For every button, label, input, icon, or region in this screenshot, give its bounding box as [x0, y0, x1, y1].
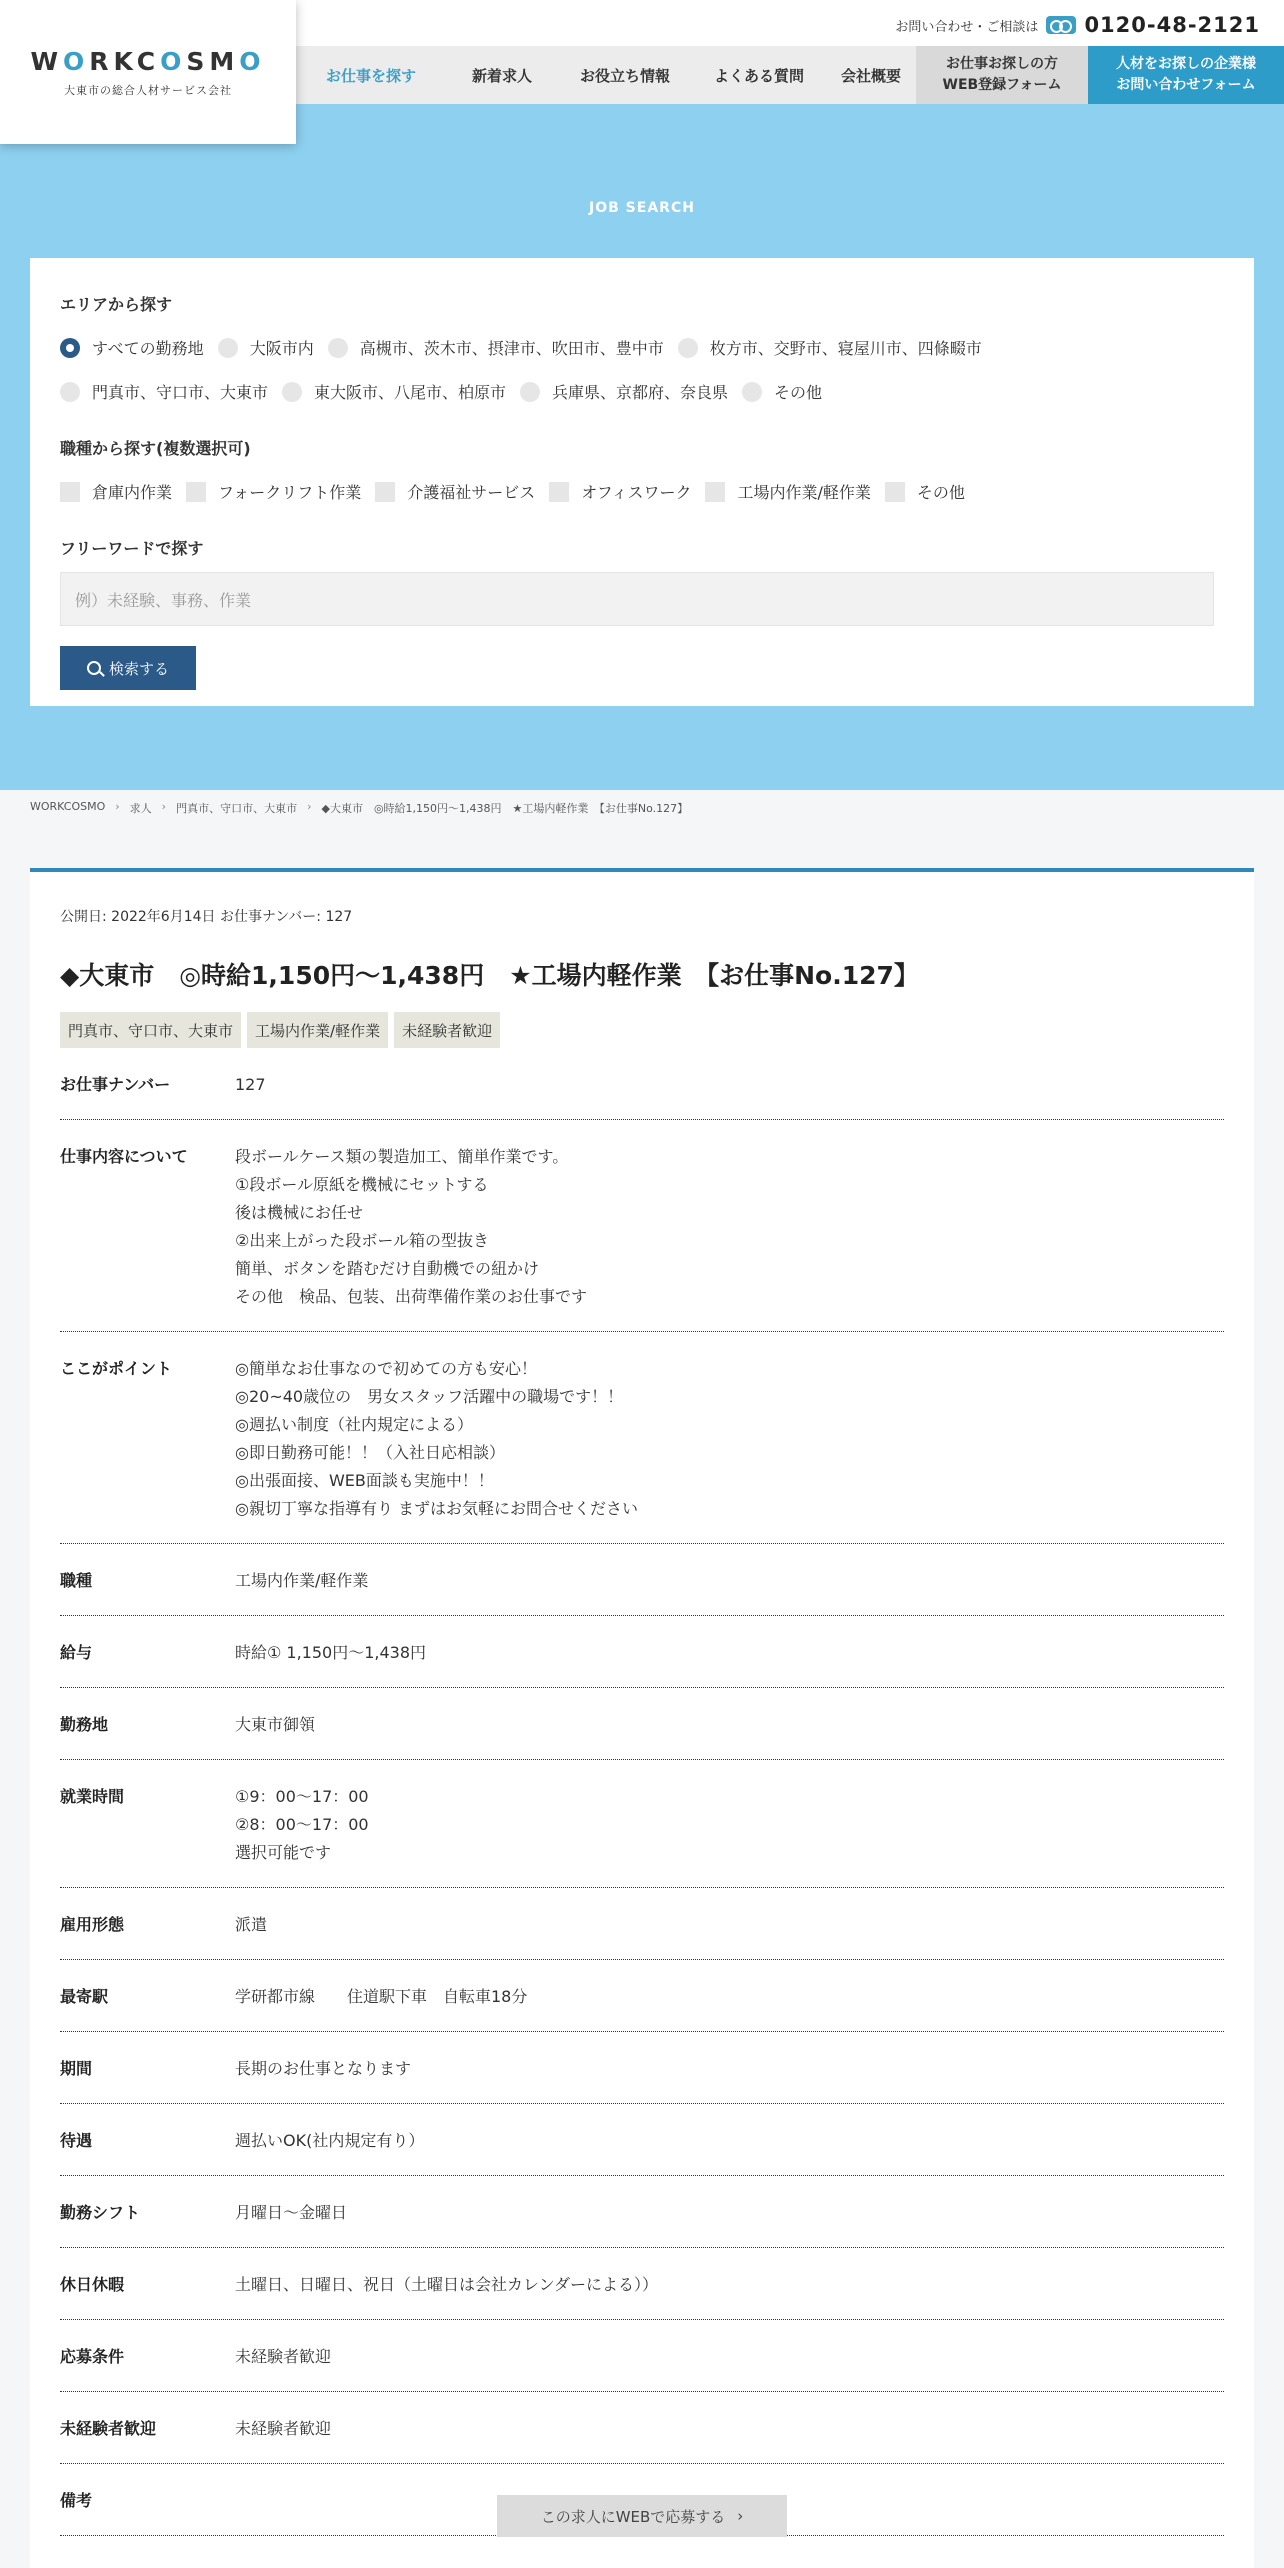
- detail-row-key: 仕事内容について: [60, 1147, 188, 1166]
- web-registration-button[interactable]: [916, 46, 1088, 104]
- detail-row-line: その他 検品、包装、出荷準備作業のお仕事です: [235, 1287, 588, 1306]
- detail-row-key: 最寄駅: [60, 1987, 109, 2006]
- area-option[interactable]: [742, 380, 822, 403]
- detail-row-value: [235, 1711, 1224, 1739]
- detail-row: [60, 1688, 1224, 1760]
- area-option[interactable]: [678, 336, 982, 359]
- web-registration-line2: WEB登録フォーム: [942, 77, 1062, 93]
- detail-row: [60, 2104, 1224, 2176]
- job-type-option-label: 工場内作業/軽作業: [737, 483, 871, 502]
- job-type-options: [60, 480, 979, 503]
- detail-row-value: [235, 1071, 1224, 1099]
- detail-row-key: 就業時間: [60, 1787, 125, 1806]
- freeword-label: フリーワードで探す: [60, 539, 204, 558]
- detail-row-line: 127: [235, 1075, 266, 1094]
- breadcrumb-area[interactable]: 門真市、守口市、大東市: [176, 802, 298, 815]
- job-search-heading: JOB SEARCH: [589, 200, 695, 216]
- job-type-option[interactable]: [60, 480, 172, 503]
- detail-row-key: ここがポイント: [60, 1359, 173, 1378]
- area-option-label: 門真市、守口市、大東市: [92, 383, 269, 402]
- detail-row: [60, 1760, 1224, 1888]
- phone-number[interactable]: 0120-48-2121: [1084, 13, 1260, 37]
- area-radio[interactable]: [328, 338, 348, 358]
- detail-row-value: [235, 1567, 1224, 1595]
- freeword-input[interactable]: 例）未経験、事務、作業: [60, 572, 1214, 626]
- job-type-checkbox[interactable]: [705, 482, 725, 502]
- job-type-option[interactable]: [186, 480, 361, 503]
- nav-useful-info[interactable]: お役立ち情報: [579, 66, 670, 85]
- detail-row-line: ◎簡単なお仕事なので初めての方も安心！: [235, 1359, 537, 1378]
- nav-faq[interactable]: よくある質問: [713, 66, 804, 85]
- detail-row-line: 工場内作業/軽作業: [235, 1571, 369, 1590]
- job-type-option[interactable]: [705, 480, 870, 503]
- corporate-inquiry-button[interactable]: [1088, 46, 1284, 104]
- search-button-label: 検索する: [108, 659, 169, 678]
- tag-condition[interactable]: 未経験者歓迎: [394, 1012, 500, 1048]
- job-type-option[interactable]: [375, 480, 535, 503]
- detail-row-line: ①段ボール原紙を機械にセットする: [235, 1175, 489, 1194]
- detail-row-line: 土曜日、日曜日、祝日（土曜日は会社カレンダーによる））: [235, 2275, 658, 2294]
- job-type-option-label: フォークリフト作業: [218, 483, 362, 502]
- job-type-option-label: 倉庫内作業: [92, 483, 173, 502]
- job-search-section: [0, 104, 1284, 790]
- area-radio[interactable]: [742, 382, 762, 402]
- corporate-inquiry-line2: お問い合わせフォーム: [1116, 77, 1256, 93]
- detail-row-line: ①9：00〜17：00: [235, 1787, 369, 1806]
- detail-row-key: 勤務シフト: [60, 2203, 141, 2222]
- detail-row-line: 後は機械にお任せ: [235, 1203, 364, 1222]
- job-type-checkbox[interactable]: [60, 482, 80, 502]
- job-title: ◆大東市 ◎時給1,150円〜1,438円 ★工場内軽作業 【お仕事No.127】: [60, 961, 919, 990]
- detail-row-value: [235, 1639, 1224, 1667]
- job-type-checkbox[interactable]: [549, 482, 569, 502]
- breadcrumb-current: ◆大東市 ◎時給1,150円〜1,438円 ★工場内軽作業 【お仕事No.127】: [321, 802, 689, 815]
- chevron-right-icon: ›: [737, 2507, 744, 2525]
- detail-row-key: 応募条件: [60, 2347, 125, 2366]
- corporate-inquiry-line1: 人材をお探しの企業様: [1116, 56, 1256, 72]
- detail-row-line: ◎週払い制度（社内規定による）: [235, 1415, 473, 1434]
- job-type-checkbox[interactable]: [885, 482, 905, 502]
- site-header: [0, 0, 1284, 104]
- area-option[interactable]: [60, 380, 268, 403]
- job-type-checkbox[interactable]: [375, 482, 395, 502]
- area-radio[interactable]: [282, 382, 302, 402]
- detail-row-line: ②出来上がった段ボール箱の型抜き: [235, 1231, 490, 1250]
- contact-line: [895, 10, 1260, 40]
- nav-new-jobs[interactable]: 新着求人: [471, 66, 532, 85]
- detail-row-line: 派遣: [235, 1915, 268, 1934]
- search-button[interactable]: [60, 646, 196, 690]
- area-option[interactable]: [520, 380, 728, 403]
- detail-row-key: 雇用形態: [60, 1915, 125, 1934]
- detail-row: [60, 2320, 1224, 2392]
- detail-row-line: ◎20~40歳位の 男女スタッフ活躍中の職場です！！: [235, 1387, 624, 1406]
- detail-row: [60, 1544, 1224, 1616]
- area-option-label: 枚方市、交野市、寝屋川市、四條畷市: [709, 339, 982, 358]
- area-radio[interactable]: [60, 382, 80, 402]
- area-option[interactable]: [60, 336, 204, 359]
- area-options-row1: [60, 336, 996, 359]
- area-option[interactable]: [282, 380, 506, 403]
- area-option-label: 大阪市内: [249, 339, 314, 358]
- contact-label: お問い合わせ・ご相談は: [895, 19, 1039, 35]
- detail-row-key: 待遇: [60, 2131, 93, 2150]
- detail-row-line: 学研都市線 住道駅下車 自転車18分: [235, 1987, 528, 2006]
- detail-row-line: 未経験者歓迎: [235, 2347, 332, 2366]
- detail-row-line: ◎出張面接、WEB面談も実施中！！: [235, 1471, 494, 1490]
- detail-row-key: 期間: [60, 2059, 93, 2078]
- logo-wordmark: WORKCOSMO: [30, 46, 266, 76]
- detail-row: [60, 1960, 1224, 2032]
- detail-row: [60, 2176, 1224, 2248]
- area-radio[interactable]: [218, 338, 238, 358]
- detail-row-key: 勤務地: [60, 1715, 109, 1734]
- detail-row-value: [235, 1355, 1224, 1523]
- detail-row-value: [235, 2055, 1224, 2083]
- area-radio[interactable]: [520, 382, 540, 402]
- nav-company[interactable]: 会社概要: [840, 66, 901, 85]
- job-detail-card: [30, 868, 1254, 2568]
- detail-row-key: 休日休暇: [60, 2275, 125, 2294]
- breadcrumb-jobs[interactable]: 求人: [129, 802, 152, 815]
- job-type-option-label: その他: [916, 483, 965, 502]
- detail-row: [60, 2392, 1224, 2464]
- breadcrumb-home[interactable]: WORKCOSMO: [30, 800, 106, 813]
- apply-web-button-label: この求人にWEBで応募する: [540, 2507, 726, 2526]
- detail-row-line: 簡単、ボタンを踏むだけ自動機での紐かけ: [235, 1259, 540, 1278]
- breadcrumb-separator: ›: [115, 800, 120, 813]
- detail-row-line: 週払いOK(社内規定有り）: [235, 2131, 425, 2150]
- detail-row: [60, 1048, 1224, 1120]
- detail-row-value: [235, 1911, 1224, 1939]
- site-logo[interactable]: [0, 0, 296, 144]
- breadcrumb: [30, 800, 688, 816]
- area-option[interactable]: [328, 336, 664, 359]
- breadcrumb-separator: ›: [161, 800, 167, 813]
- search-icon: [87, 661, 101, 675]
- area-radio[interactable]: [60, 338, 80, 358]
- area-option[interactable]: [218, 336, 314, 359]
- job-type-option[interactable]: [549, 480, 691, 503]
- detail-row-key: 備考: [60, 2491, 93, 2510]
- freedial-icon: [1046, 16, 1076, 34]
- area-option-label: その他: [774, 383, 823, 402]
- detail-row-key: 未経験者歓迎: [60, 2419, 157, 2438]
- detail-row-value: [235, 2415, 1224, 2443]
- detail-row-value: [235, 1983, 1224, 2011]
- detail-row: [60, 1332, 1224, 1544]
- detail-row-line: ②8：00〜17：00: [235, 1815, 369, 1834]
- logo-tagline: 大東市の総合人材サービス会社: [64, 83, 232, 97]
- detail-row: [60, 2248, 1224, 2320]
- detail-row-line: ◎即日勤務可能！！（入社日応相談）: [235, 1443, 505, 1462]
- detail-row-key: 職種: [60, 1571, 93, 1590]
- detail-row-key: 給与: [60, 1643, 93, 1662]
- detail-row-line: 月曜日〜金曜日: [235, 2203, 348, 2222]
- area-option-label: 高槻市、茨木市、摂津市、吹田市、豊中市: [359, 339, 664, 358]
- job-type-checkbox[interactable]: [186, 482, 206, 502]
- detail-row-line: 段ボールケース類の製造加工、簡単作業です。: [235, 1147, 569, 1166]
- job-type-label: 職種から探す(複数選択可): [60, 439, 251, 458]
- job-detail-table: [60, 1048, 1224, 2536]
- detail-row-value: [235, 2271, 1224, 2299]
- detail-row-line: 大東市御領: [235, 1715, 316, 1734]
- detail-row-value: [235, 1143, 1224, 1311]
- area-radio[interactable]: [678, 338, 698, 358]
- detail-row: [60, 2032, 1224, 2104]
- published-info: 公開日: 2022年6月14日 お仕事ナンバー: 127: [60, 909, 353, 925]
- web-registration-line1: お仕事お探しの方: [946, 56, 1058, 72]
- tag-job-type[interactable]: 工場内作業/軽作業: [247, 1012, 388, 1048]
- detail-row-line: 未経験者歓迎: [235, 2419, 332, 2438]
- area-option-label: 兵庫県、京都府、奈良県: [552, 383, 729, 402]
- apply-web-button[interactable]: [497, 2495, 787, 2537]
- detail-row-line: 時給① 1,150円〜1,438円: [235, 1643, 427, 1662]
- job-search-panel: [30, 258, 1254, 706]
- detail-row-value: [235, 1783, 1224, 1867]
- detail-row-line: 長期のお仕事となります: [235, 2059, 412, 2078]
- area-option-label: すべての勤務地: [92, 339, 204, 358]
- area-options-row2: [60, 380, 836, 403]
- detail-row: [60, 1616, 1224, 1688]
- tag-area[interactable]: 門真市、守口市、大東市: [60, 1012, 241, 1048]
- detail-row: [60, 1120, 1224, 1332]
- detail-row-line: ◎親切丁寧な指導有り まずはお気軽にお問合せください: [235, 1499, 639, 1518]
- detail-row-value: [235, 2127, 1224, 2155]
- job-type-option-label: 介護福祉サービス: [407, 483, 536, 502]
- job-tags: [60, 1012, 500, 1048]
- detail-row-value: [235, 2199, 1224, 2227]
- detail-row: [60, 1888, 1224, 1960]
- nav-find-jobs[interactable]: お仕事を探す: [325, 66, 416, 85]
- area-option-label: 東大阪市、八尾市、柏原市: [314, 383, 507, 402]
- job-type-option-label: オフィスワーク: [581, 483, 692, 502]
- area-label: エリアから探す: [60, 295, 173, 314]
- detail-row-value: [235, 2343, 1224, 2371]
- job-type-option[interactable]: [885, 480, 965, 503]
- detail-row-line: 選択可能です: [235, 1843, 332, 1862]
- detail-row-key: お仕事ナンバー: [60, 1075, 171, 1094]
- breadcrumb-separator: ›: [307, 800, 312, 813]
